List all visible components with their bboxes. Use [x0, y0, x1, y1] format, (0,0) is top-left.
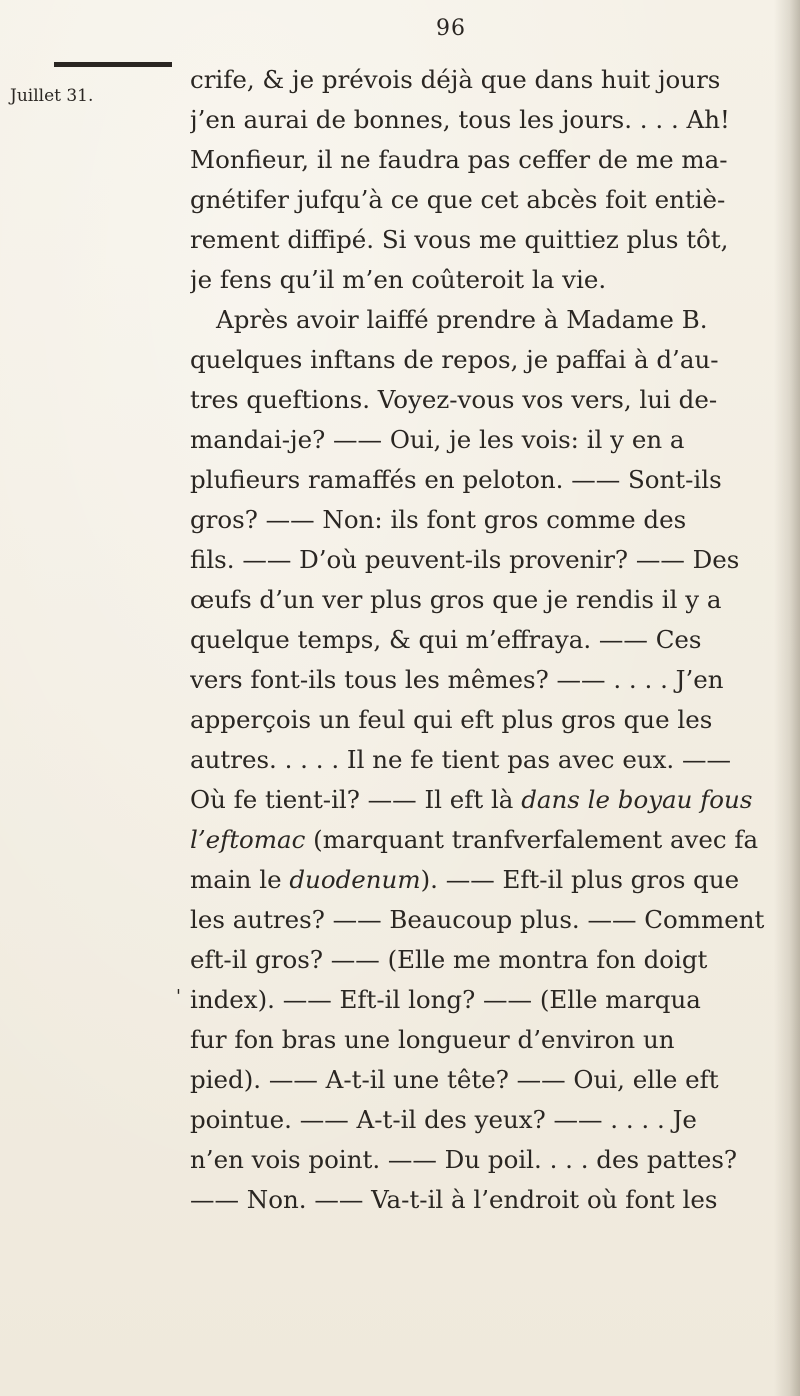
- text-line: [190, 860, 770, 900]
- body-text: [190, 40, 770, 1220]
- text-line: eft-il gros? —— (Elle me montra fon doigt: [190, 945, 708, 974]
- text-span: (marquant tranfverfalement avec fa: [305, 825, 759, 854]
- text-line: [190, 820, 770, 860]
- text-line: Après avoir laiffé prendre à Madame B.: [216, 305, 708, 334]
- text-line: index). —— Eft-il long? —— (Elle marqua: [190, 985, 701, 1014]
- text-line: autres. . . . . Il ne fe tient pas avec eux. ——: [190, 745, 731, 774]
- text-span: ). —— Eft-il plus gros que: [420, 865, 740, 894]
- margin-mark: ': [176, 986, 181, 1007]
- text-line: crife, & je prévois déjà que dans huit jours: [190, 65, 721, 94]
- text-line: quelques inftans de repos, je paffai à d’au-: [190, 345, 719, 374]
- text-line: les autres? —— Beaucoup plus. —— Comment: [190, 905, 765, 934]
- text-line: œufs d’un ver plus gros que je rendis il y a: [190, 585, 722, 614]
- italic-phrase: duodenum: [289, 865, 421, 894]
- text-line: quelque temps, & qui m’effraya. —— Ces: [190, 625, 702, 654]
- text-line: apperçois un feul qui eft plus gros que les: [190, 705, 713, 734]
- text-line: [190, 780, 770, 820]
- page-number: 96: [436, 16, 466, 41]
- text-line: Monfieur, il ne faudra pas ceffer de me ma-: [190, 145, 728, 174]
- margin-date: Juillet 31.: [10, 86, 94, 106]
- text-line: mandai-je? —— Oui, je les vois: il y en a: [190, 425, 685, 454]
- text-line: n’en vois point. —— Du poil. . . . des pattes?: [190, 1145, 738, 1174]
- text-line: gros? —— Non: ils font gros comme des: [190, 505, 687, 534]
- text-line: tres queftions. Voyez-vous vos vers, lui de-: [190, 385, 718, 414]
- text-line: plufieurs ramaffés en peloton. —— Sont-ils: [190, 465, 722, 494]
- italic-phrase: l’eftomac: [190, 825, 306, 854]
- text-line: rement diffipé. Si vous me quittiez plus tôt,: [190, 225, 729, 254]
- text-line: fur fon bras une longueur d’environ un: [190, 1025, 675, 1054]
- text-span: Où fe tient-il? —— Il eft là: [190, 785, 514, 814]
- text-line: fils. —— D’où peuvent-ils provenir? —— Des: [190, 545, 740, 574]
- text-line: vers font-ils tous les mêmes? —— . . . . J’en: [190, 665, 724, 694]
- text-line: pied). —— A-t-il une tête? —— Oui, elle eft: [190, 1065, 719, 1094]
- text-line: —— Non. —— Va-t-il à l’endroit où font les: [190, 1185, 718, 1214]
- text-line: je fens qu’il m’en coûteroit la vie.: [190, 265, 607, 294]
- italic-phrase: dans le boyau fous: [521, 785, 753, 814]
- text-line: pointue. —— A-t-il des yeux? —— . . . . Je: [190, 1105, 697, 1134]
- text-span: main le: [190, 865, 282, 894]
- text-line: gnétifer jufqu’à ce que cet abcès foit entiè-: [190, 185, 726, 214]
- header-rule: [54, 62, 172, 67]
- text-line: j’en aurai de bonnes, tous les jours. . . . Ah!: [190, 105, 730, 134]
- page-edge-shadow: [774, 0, 800, 1396]
